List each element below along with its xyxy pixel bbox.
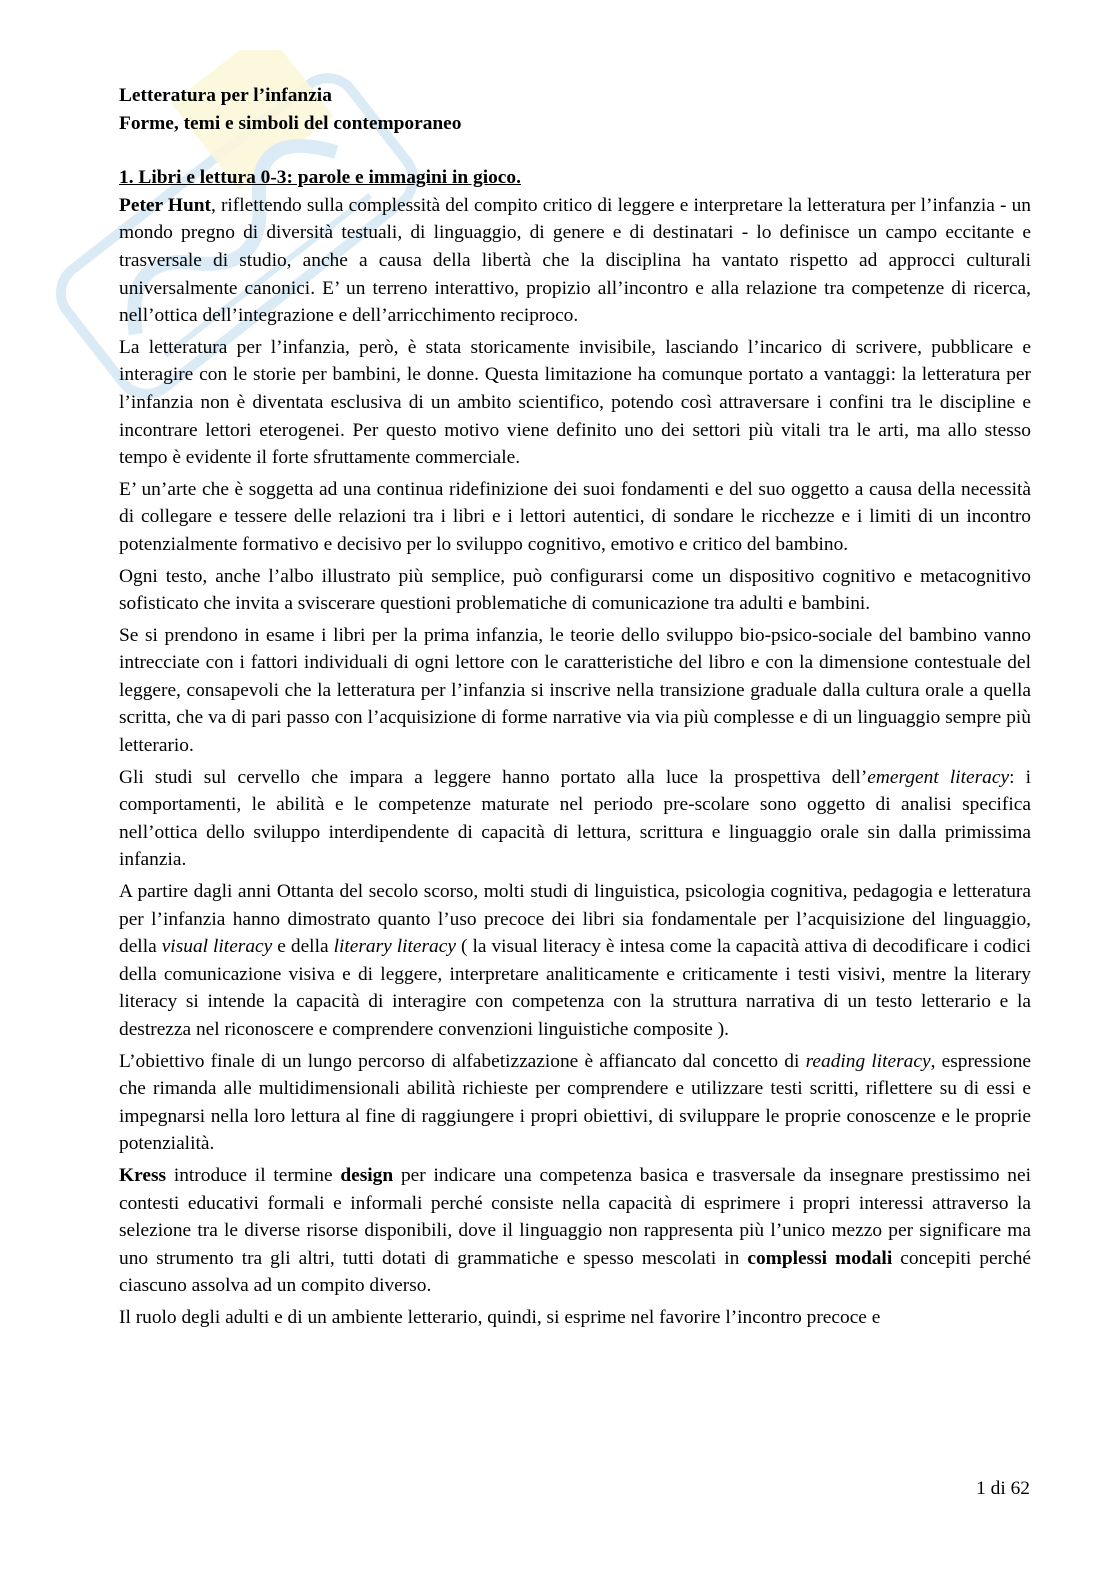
- term-visual-literacy: visual literacy: [161, 936, 273, 958]
- paragraph-4: Ogni testo, anche l’albo illustrato più semplice, può configurarsi come un dispositivo cognitivo e metacognitivo sofisticato che invita a sviscerare questioni problematiche di comunicazione tra adulti e bambini.: [119, 565, 1031, 615]
- section-heading: 1. Libri e lettura 0-3: parole e immagini in gioco.: [119, 167, 521, 189]
- paragraph-9: Kress introduce il termine design per indicare una competenza basica e trasversale da insegnare prestissimo nei contesti educativi formali e informali perché consiste nella capacità di esprimere i propri interessi attraverso la selezione tra le diverse risorse disponibili, dove il linguaggio non rappresenta più l’unico mezzo per significare ma uno strumento tra gli altri, tutti dotati di grammatiche e spesso mescolati in complessi modali concepiti perché ciascuno assolva ad un compito diverso.: [119, 1164, 1031, 1297]
- term-reading-literacy: reading literacy: [805, 1050, 931, 1072]
- paragraph-8: L’obiettivo finale di un lungo percorso di alfabetizzazione è affiancato dal concetto di reading literacy, espressione che rimanda alle multidimensionali abilità richieste per comprendere e utilizzare testi scritti, riflettere su di essi e impegnarsi nella loro lettura al fine di raggiungere i propri obiettivi, di sviluppare le proprie conoscenze e le proprie potenzialità.: [119, 1050, 1032, 1155]
- author-name: Peter Hunt: [119, 194, 211, 216]
- term-literary-literacy: literary literacy: [333, 936, 456, 958]
- paragraph-1: Peter Hunt, riflettendo sulla complessità del compito critico di leggere e interpretare la letteratura per l’infanzia - un mondo pregno di diversità testuali, di linguaggio, di genere e di destinatari - lo definisce un campo eccitante e trasversale di studio, anche a causa della libertà che la disciplina ha vantato rispetto ad approcci culturali universalmente canonici. E’ un terreno interattivo, propizio all’incontro e alla relazione tra competenze di ricerca, nell’ottica dell’integrazione e dell’arricchimento reciproco.: [119, 194, 1031, 327]
- author-name: Kress: [119, 1164, 167, 1186]
- document-body: [119, 82, 1031, 1336]
- term-complessi-modali: complessi modali: [747, 1247, 893, 1269]
- term-design: design: [340, 1164, 394, 1186]
- document-subtitle: Forme, temi e simboli del contemporaneo: [119, 112, 462, 134]
- paragraph-5: Se si prendono in esame i libri per la prima infanzia, le teorie dello sviluppo bio-psico-sociale del bambino vanno intrecciate con i fattori individuali di ogni lettore con le caratteristiche del libro e con la dimensione contestuale del leggere, consapevoli che la letteratura per l’infanzia si inscrive nella transizione graduale dalla cultura orale a quella scritta, che va di pari passo con l’acquisizione di forme narrative via via più complesse e di un linguaggio sempre più letterario.: [119, 624, 1031, 757]
- paragraph-2: La letteratura per l’infanzia, però, è stata storicamente invisibile, lasciando l’incarico di scrivere, pubblicare e interagire con le storie per bambini, le donne. Questa limitazione ha comunque portato a vantaggi: la letteratura per l’infanzia non è diventata esclusiva di un ambito scientifico, potendo così attraversare i confini tra le discipline e incontrare lettori eterogenei. Per questo motivo viene definito uno dei settori più vitali tra le arti, ma allo stesso tempo è evidente il forte sfruttamente commerciale.: [119, 336, 1031, 469]
- paragraph-10: Il ruolo degli adulti e di un ambiente letterario, quindi, si esprime nel favorire l’incontro precoce e: [119, 1306, 881, 1328]
- page-number: 1 di 62: [976, 1478, 1030, 1499]
- paragraph-6: Gli studi sul cervello che impara a leggere hanno portato alla luce la prospettiva dell’emergent literacy: i comportamenti, le abilità e le competenze maturate nel periodo pre-scolare sono oggetto di analisi specifica nell’ottica dello sviluppo interdipendente di capacità di lettura, scrittura e linguaggio orale sin dalla primissima infanzia.: [119, 766, 1031, 871]
- term-emergent-literacy: emergent literacy: [867, 766, 1010, 788]
- document-title: Letteratura per l’infanzia: [119, 85, 332, 106]
- paragraph-3: E’ un’arte che è soggetta ad una continua ridefinizione dei suoi fondamenti e del suo oggetto a causa della necessità di collegare e tessere delle relazioni tra i libri e i lettori autentici, di sondare le ricchezze e i limiti di un incontro potenzialmente formativo e decisivo per lo sviluppo cognitivo, emotivo e critico del bambino.: [119, 478, 1031, 555]
- paragraph-7: A partire dagli anni Ottanta del secolo scorso, molti studi di linguistica, psicologia cognitiva, pedagogia e letteratura per l’infanzia hanno dimostrato quanto l’uso precoce dei libri sia fondamentale per l’acquisizione del linguaggio, della visual literacy e della literary literacy ( la visual literacy è intesa come la capacità attiva di decodificare i codici della comunicazione visiva e di leggere, interpretare analiticamente e criticamente i testi visivi, mentre la literary literacy si intende la capacità di interagire con competenza con la struttura narrativa di un testo letterario e la destrezza nel riconoscere e comprendere convenzioni linguistiche composite ).: [119, 881, 1032, 1040]
